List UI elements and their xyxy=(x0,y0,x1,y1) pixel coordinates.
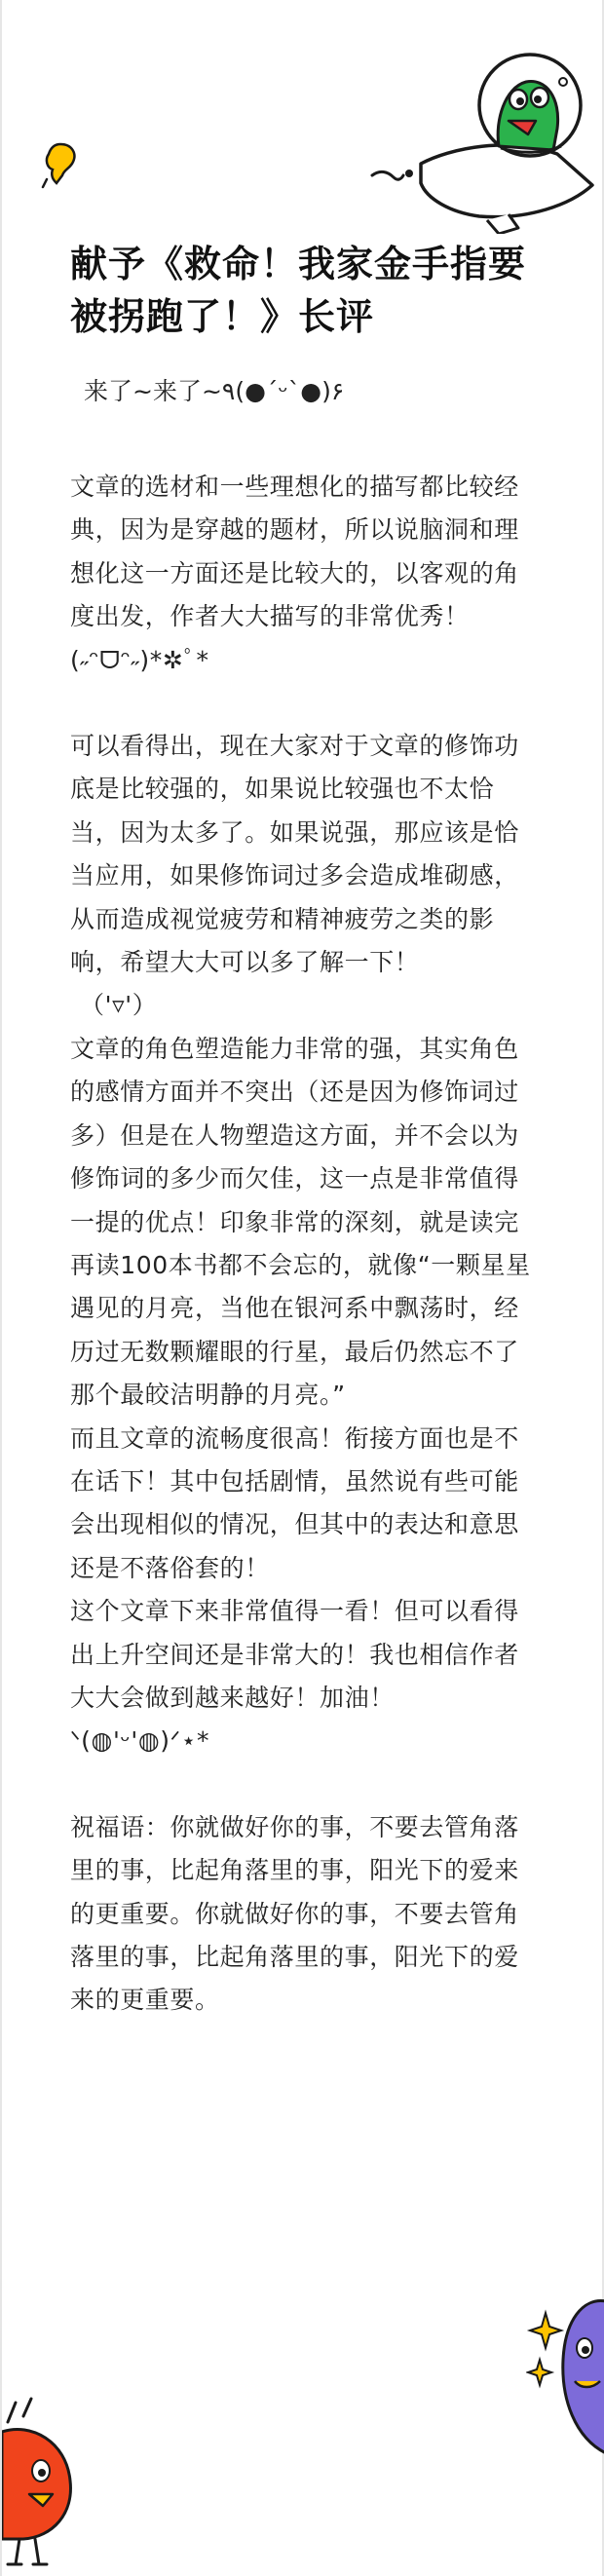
paragraph-intro: 文章的选材和一些理想化的描写都比较经典，因为是穿越的题材，所以说脑洞和理想化这一方面还是比较大的，以客观的角度出发，作者大大描写的非常优秀！(˶ᵔᗜᵔ˶)*✲ﾟ* xyxy=(70,473,519,674)
paragraph-emoticon-cheer: ᐠ(◍'ᵕ'◍)ᐟ⋆* xyxy=(70,1726,210,1756)
paragraph-characters: 文章的角色塑造能力非常的强，其实角色的感情方面并不突出（还是因为修饰词过多）但是在人物塑造这方面，并不会以为修饰词的多少而欠佳，这一点是非常值得一提的优点！印象非常的深刻，就是读完再读100本书都不会忘的，就像“一颗星星遇见的月亮，当他在银河系中飘荡时，经历过无数颗耀眼的行星，最后仍然忘不了那个最皎洁明静的月亮。” xyxy=(70,1034,531,1410)
paragraph-fluency: 而且文章的流畅度很高！衔接方面也是不在话下！其中包括剧情，虽然说有些可能会出现相似的情况，但其中的表达和意思还是不落俗套的！ xyxy=(70,1423,519,1582)
paragraph-modifiers: 可以看得出，现在大家对于文章的修饰功底是比较强的，如果说比较强也不太恰当，因为太多了。如果说强，那应该是恰当应用，如果修饰词过多会造成堆砌感，从而造成视觉疲劳和精神疲劳之类的影响，希望大大可以多了解一下！ xyxy=(70,732,519,977)
paragraph-blessing: 祝福语：你就做好你的事，不要去管角落里的事，比起角落里的事，阳光下的爱来的更重要。你就做好你的事，不要去管角落里的事，比起角落里的事，阳光下的爱来的更重要。 xyxy=(70,1812,519,2015)
paragraph-conclusion: 这个文章下来非常值得一看！但可以看得出上升空间还是非常大的！我也相信作者大大会做到越来越好！加油！ xyxy=(70,1597,519,1712)
orange-blob-character-icon xyxy=(2,2393,90,2576)
purple-blob-character-icon xyxy=(557,2292,604,2457)
page-title: 献予《救命！我家金手指要被拐跑了！》长评 xyxy=(70,243,527,338)
paragraph-spacer xyxy=(70,682,542,725)
yellow-spark-icon xyxy=(39,140,82,193)
paragraph-emoticon: （'▿'） xyxy=(80,991,158,1020)
greeting-text: 来了~来了~٩(●´ᵕ`●)۶ xyxy=(84,377,345,405)
paragraph-spacer xyxy=(70,1763,542,1806)
review-body xyxy=(70,466,542,2023)
ufo-character-icon xyxy=(362,39,604,234)
